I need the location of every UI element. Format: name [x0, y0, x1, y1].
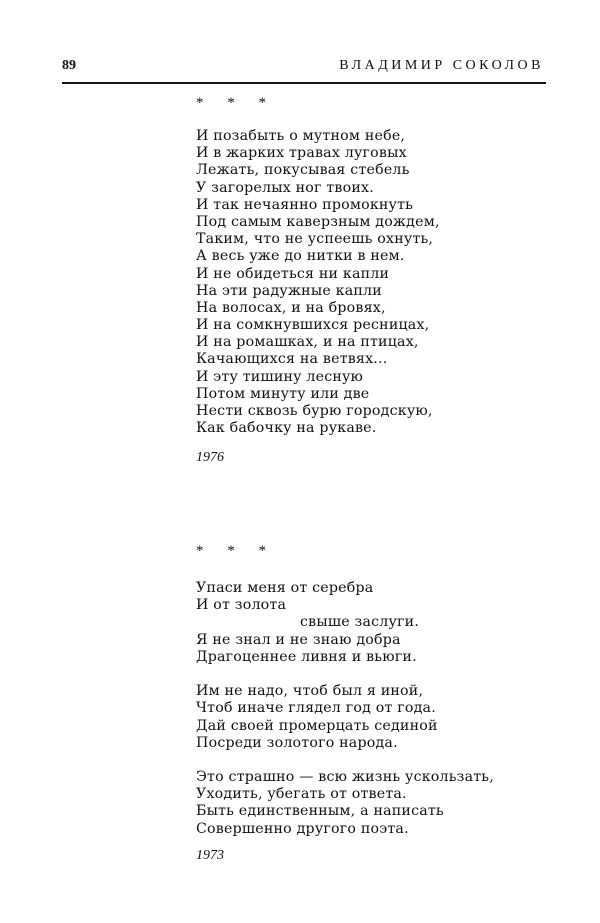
- poem-line: Дай своей промерцать сединой: [196, 717, 438, 734]
- poem-line: Посреди золотого народа.: [196, 734, 398, 751]
- poem-line: И на сомкнувшихся ресницах,: [196, 317, 430, 334]
- poem-line: Как бабочку на рукаве.: [196, 420, 377, 437]
- poem-separator: * * *: [196, 95, 276, 111]
- poem-separator: * * *: [196, 543, 276, 559]
- poem-line: Нести сквозь бурю городскую,: [196, 403, 433, 419]
- header-rule: [62, 82, 546, 84]
- poem-line: Это страшно — всю жизнь ускользать,: [196, 769, 494, 786]
- poem-line: На волосах, и на бровях,: [196, 299, 386, 316]
- poem-line: Им не надо, чтоб был я иной,: [196, 683, 424, 700]
- poem-line: А весь уже до нитки в нем.: [196, 248, 405, 265]
- poem-year: 1973: [196, 848, 224, 863]
- poem-line: И не обидеться ни капли: [196, 265, 390, 282]
- poem-line: Упаси меня от серебра: [196, 580, 374, 596]
- poem-line: Совершенно другого поэта.: [196, 820, 409, 837]
- poem-line: И так нечаянно промокнуть: [196, 196, 414, 213]
- poem-1: [196, 128, 440, 437]
- poem-line: Качающихся на ветвях...: [196, 351, 388, 368]
- poem-line: И от золота: [196, 597, 287, 614]
- poem-line: Я не знал и не знаю добра: [196, 631, 401, 648]
- poem-line: И эту тишину лесную: [196, 368, 364, 385]
- poem-line: Потом минуту или две: [196, 385, 370, 402]
- running-header-author: ВЛАДИМИР СОКОЛОВ: [339, 58, 544, 73]
- poem-line: И на ромашках, и на птицах,: [196, 334, 419, 351]
- poem-line: Лежать, покусывая стебель: [196, 162, 410, 179]
- poem-year: 1976: [196, 450, 224, 465]
- poem-line: И в жарких травах луговых: [196, 145, 407, 162]
- poem-line: Драгоценнее ливня и вьюги.: [196, 648, 417, 665]
- page-number: 89: [62, 58, 76, 73]
- poem-line: Чтоб иначе глядел год от года.: [196, 700, 436, 717]
- stanza-gap: [196, 666, 494, 683]
- poem-line: Таким, что не успеешь охнуть,: [196, 231, 434, 248]
- poem-2: [196, 580, 494, 838]
- stanza-gap: [196, 752, 494, 769]
- poem-line: Быть единственным, а написать: [196, 803, 444, 820]
- poem-line: свыше заслуги.: [300, 614, 420, 631]
- poem-line: Уходить, убегать от ответа.: [196, 786, 407, 803]
- poem-line: На эти радужные капли: [196, 282, 382, 299]
- poem-line: У загорелых ног твоих.: [196, 179, 374, 196]
- poem-line: И позабыть о мутном небе,: [196, 128, 406, 144]
- poem-line: Под самым каверзным дождем,: [196, 213, 440, 230]
